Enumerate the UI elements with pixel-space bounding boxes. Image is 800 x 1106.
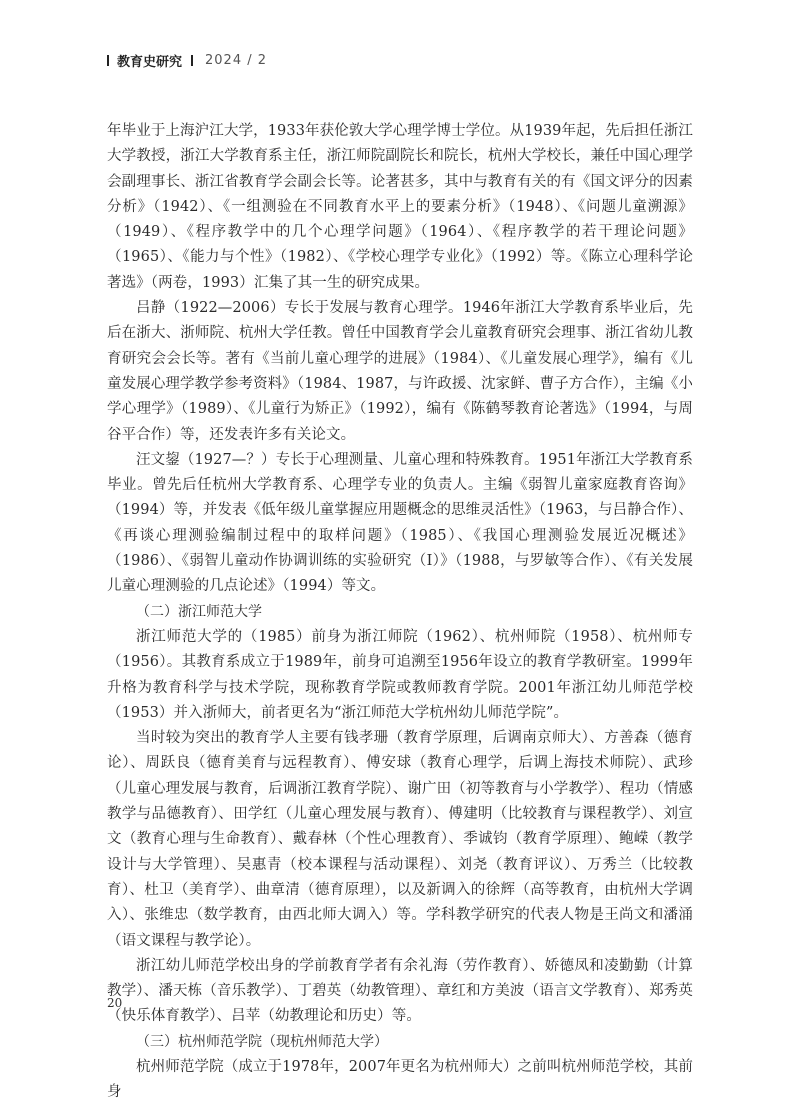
journal-name: 教育史研究 — [117, 54, 183, 70]
paragraph-wang-wenyun: 汪文鋆（1927—？）专长于心理测量、儿童心理和特殊教育。1951年浙江大学教育系毕业。曾先后任杭州大学教育系、心理学专业的负责人。主编《弱智儿童家庭教育咨询》（1994）等，并发表《低年级儿童掌握应用题概念的思维灵活性》（1963，与吕静合作）、《再谈心理测验编制过程中的取样问题》（1985）、《我国心理测验发展近况概述》（1986）、《弱智儿童动作协调训练的实验研究（Ⅰ）》（1988，与罗敏等合作）、《有关发展儿童心理测验的几点论述》（1994）等文。 — [107, 451, 693, 595]
paragraph-chen-li-continued: 年毕业于上海沪江大学，1933年获伦敦大学心理学博士学位。从1939年起，先后担任浙江大学教授，浙江大学教育系主任，浙江师院副院长和院长，杭州大学校长，兼任中国心理学会副理事长、浙江省教育学会副会长等。论著甚多，其中与教育有关的有《国文评分的因素分析》（1942）、《一组测验在不同教育水平上的要素分析》（1948）、《问题儿童溯源》（1949）、《程序教学中的几个心理学问题》（1964）、《程序教学的若干理论问题》（1965）、《能力与个性》（1982）、《学校心理学专业化》（1992）等。《陈立心理科学论著选》（两卷，1993）汇集了其一生的研究成果。 — [107, 123, 693, 291]
header-bar-middle — [191, 55, 193, 66]
paragraph-zjnu-scholars: 当时较为突出的教育学人主要有钱孝珊（教育学原理，后调南京师大）、方善森（德育论）、周跃良（德育美育与远程教育）、傅安球（教育心理学，后调上海技术师院）、武珍（儿童心理发展与教育，后调浙江教育学院）、谢广田（初等教育与小学教学）、程功（情感教学与品德教育）、田学红（儿童心理发展与教育）、傅建明（比较教育与课程教学）、刘宣文（教育心理与生命教育）、戴春林（个性心理教育）、季诚钧（教育学原理）、鲍嵘（教学设计与大学管理）、吴惠青（校本课程与活动课程）、刘尧（教育评议）、万秀兰（比较教育）、杜卫（美育学）、曲章清（德育原理），以及新调入的徐辉（高等教育，由杭州大学调入）、张维忠（数学教育，由西北师大调入）等。学科教学研究的代表人物是王尚文和潘涌（语文课程与教学论）。 — [107, 730, 693, 949]
page-number: 20 — [107, 996, 123, 1010]
header-bar-left — [107, 55, 109, 66]
running-header — [107, 52, 267, 68]
section-heading-zhejiang-normal: （二）浙江师范大学 — [136, 603, 262, 620]
article-body — [107, 119, 693, 1106]
paragraph-hangzhou-normal: 杭州师范学院（成立于1978年，2007年更名为杭州师大）之前叫杭州师范学校，其前身 — [107, 1058, 693, 1101]
paragraph-preschool-scholars: 浙江幼儿师范学校出身的学前教育学者有余礼海（劳作教育）、娇德凤和凌勤勤（计算教学）、潘天栋（音乐教学）、丁碧英（幼教管理）、章红和方美波（语言文学教育）、郑秀英（快乐体育教学）、吕苹（幼教理论和历史）等。 — [107, 957, 693, 1025]
paragraph-zjnu-history: 浙江师范大学的（1985）前身为浙江师院（1962）、杭州师院（1958）、杭州师专（1956）。其教育系成立于1989年，前身可追溯至1956年设立的教育学教研室。1999年升格为教育科学与技术学院，现称教育学院或教师教育学院。2001年浙江幼儿师范学校（1953）并入浙师大，前者更名为“浙江师范大学杭州幼儿师范学院”。 — [107, 628, 693, 721]
paragraph-lv-jing: 吕静（1922—2006）专长于发展与教育心理学。1946年浙江大学教育系毕业后，先后在浙大、浙师院、杭州大学任教。曾任中国教育学会儿童教育研究会理事、浙江省幼儿教育研究会会长等。著有《当前儿童心理学的进展》（1984）、《儿童发展心理学》，编有《儿童发展心理学教学参考资料》（1984、1987，与许政援、沈家鲜、曹子方合作），主编《小学心理学》（1989）、《儿童行为矫正》（1992），编有《陈鹤琴教育论著选》（1994，与周谷平合作）等，还发表许多有关论文。 — [107, 300, 693, 443]
section-heading-hangzhou-normal: （三）杭州师范学院（现杭州师范大学） — [136, 1033, 388, 1050]
issue-number: 2024 / 2 — [205, 52, 268, 68]
